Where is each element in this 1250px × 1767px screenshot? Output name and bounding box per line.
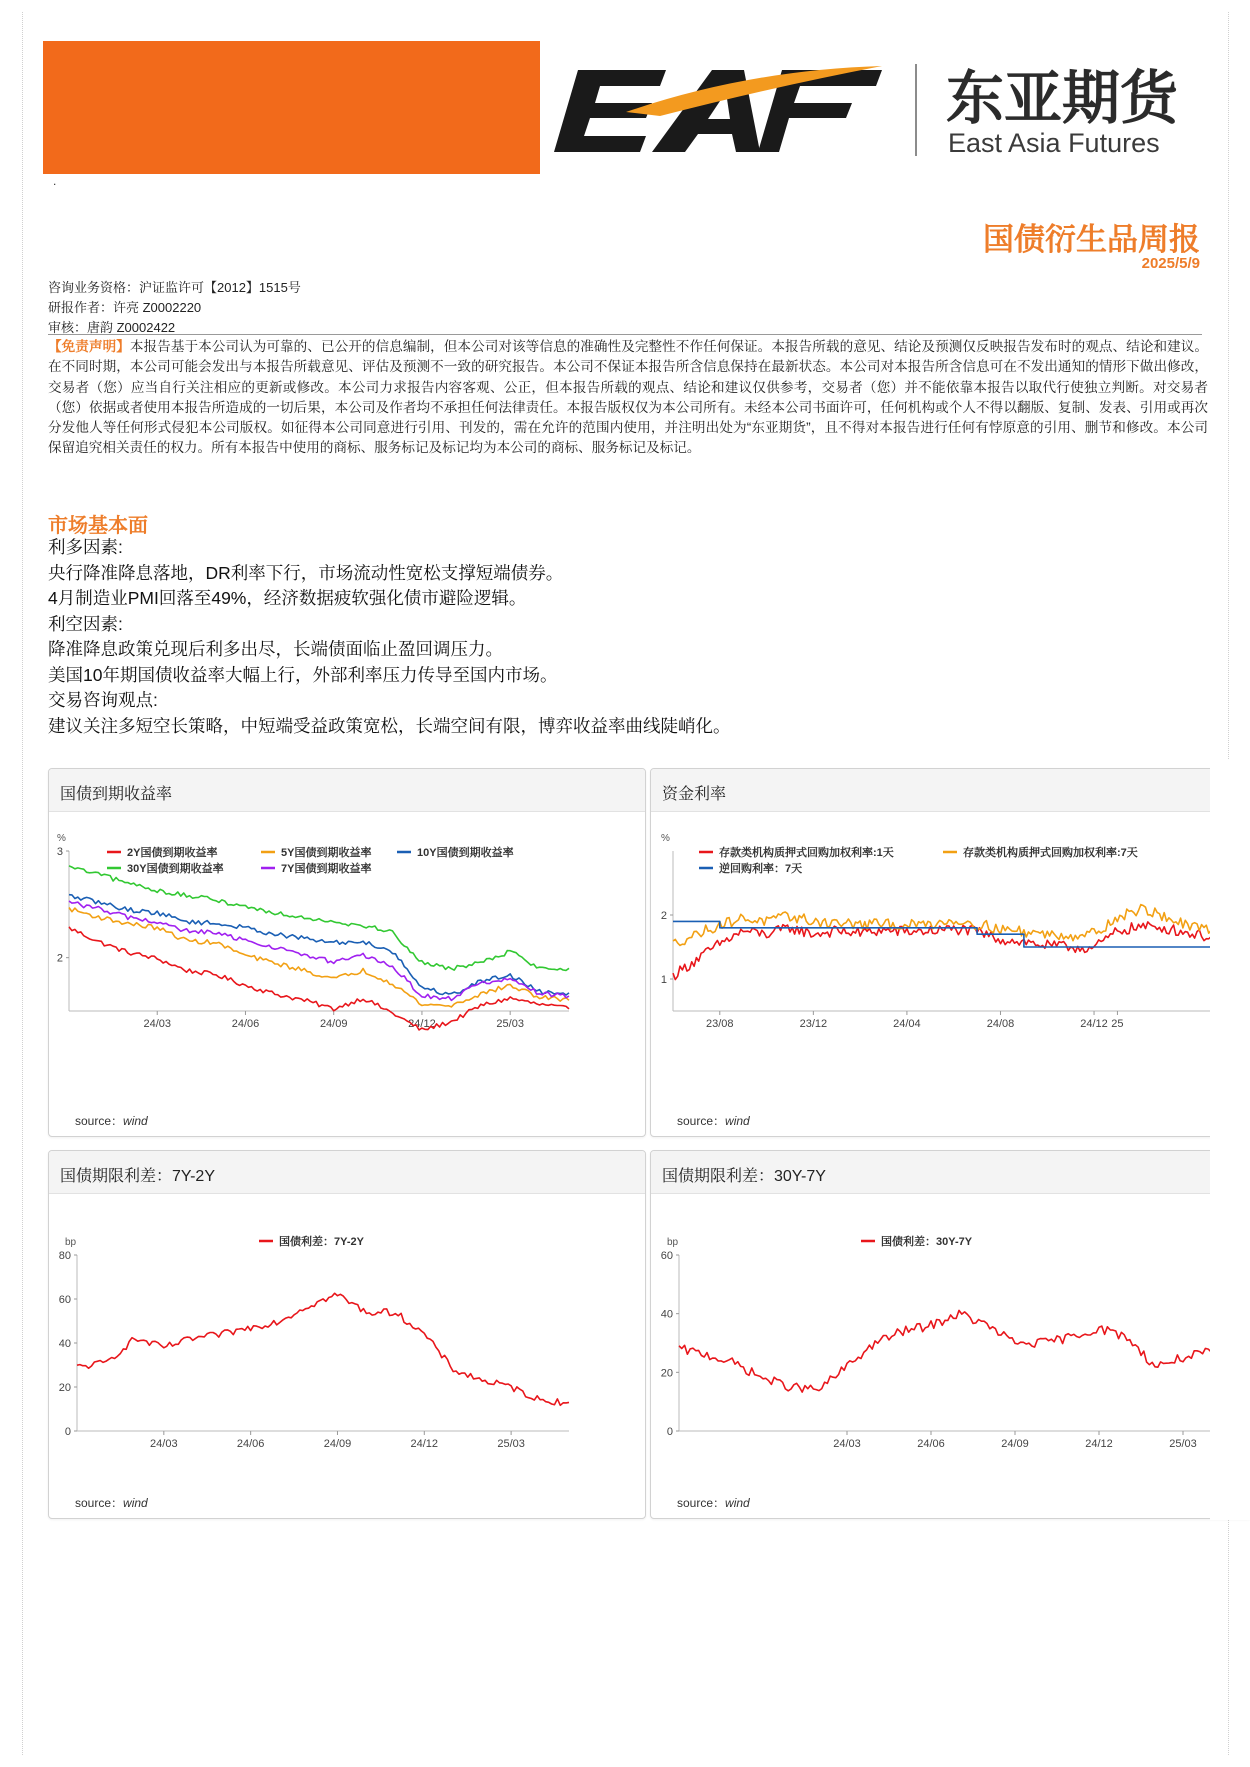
y-tick-label: 60 bbox=[660, 1250, 673, 1262]
y-tick-label: 20 bbox=[58, 1382, 71, 1394]
chart-source bbox=[75, 1494, 148, 1511]
y-tick-label: 80 bbox=[58, 1250, 71, 1262]
chart-title: 国债到期收益率 bbox=[60, 786, 173, 803]
chart-header bbox=[49, 769, 645, 812]
legend-label: 国债利差：30Y-7Y bbox=[881, 1236, 973, 1248]
legend-label: 5Y国债到期收益率 bbox=[281, 847, 372, 859]
report-date: 2025/5/9 bbox=[1141, 255, 1200, 272]
chart-source bbox=[677, 1494, 750, 1511]
fundamental-line: 降准降息政策兑现后利多出尽，长端债面临止盈回调压力。 bbox=[48, 639, 503, 659]
chart-spread-7y-2y bbox=[49, 1193, 645, 1483]
stray-dot: . bbox=[53, 174, 57, 188]
x-tick-label: 24/06 bbox=[231, 1018, 260, 1030]
chart-header bbox=[49, 1151, 645, 1194]
source-name: wind bbox=[123, 1496, 148, 1510]
y-tick-label: 40 bbox=[58, 1338, 71, 1350]
chart-spread-30y-7y bbox=[651, 1193, 1250, 1483]
section-title-market: 市场基本面 bbox=[48, 515, 148, 537]
fundamental-line: 利空因素: bbox=[48, 613, 123, 634]
series-line bbox=[77, 1293, 569, 1405]
y-tick-label: 0 bbox=[666, 1426, 673, 1438]
logo-cn-name: 东亚期货 bbox=[946, 66, 1179, 131]
source-label: source： bbox=[677, 1496, 726, 1510]
y-unit-label: bp bbox=[667, 1237, 679, 1248]
legend-label: 30Y国债到期收益率 bbox=[127, 863, 224, 875]
x-tick-label: 24/09 bbox=[323, 1438, 352, 1450]
x-tick-label: 24/12 bbox=[410, 1438, 439, 1450]
logo-en-name: East Asia Futures bbox=[948, 128, 1160, 158]
chart-panel-funding bbox=[650, 768, 1250, 1137]
x-tick-label: 25/03 bbox=[496, 1018, 524, 1030]
x-tick-label: 25 bbox=[1111, 1018, 1124, 1030]
chart-source bbox=[677, 1112, 750, 1129]
header-orange-banner bbox=[43, 41, 540, 174]
chart-panel-spread-30y7y bbox=[650, 1150, 1250, 1519]
legend-label: 7Y国债到期收益率 bbox=[281, 863, 372, 875]
x-tick-label: 24/03 bbox=[143, 1018, 172, 1030]
chart-panel-yields bbox=[48, 768, 646, 1137]
legend-label: 存款类机构质押式回购加权利率:1天 bbox=[719, 847, 894, 859]
eaf-logo-mark bbox=[554, 66, 882, 152]
fundamental-line: 美国10年期国债收益率大幅上行，外部利率压力传导至国内市场。 bbox=[48, 664, 558, 685]
legend-label: 逆回购利率：7天 bbox=[719, 863, 803, 875]
reviewer-line: 审核：唐韵 Z0002422 bbox=[48, 320, 176, 335]
y-tick-label: 2 bbox=[660, 910, 667, 922]
x-tick-label: 24/06 bbox=[236, 1438, 265, 1450]
chart-title: 资金利率 bbox=[662, 786, 727, 803]
disclaimer-tag: 【免责声明】 bbox=[48, 339, 130, 354]
y-unit-label: bp bbox=[65, 1237, 77, 1248]
x-tick-label: 23/12 bbox=[799, 1018, 828, 1030]
source-name: wind bbox=[725, 1496, 750, 1510]
chart-panel-spread-7y2y bbox=[48, 1150, 646, 1519]
chart-funding-rates bbox=[651, 811, 1250, 1101]
x-tick-label: 25/03 bbox=[497, 1438, 525, 1450]
fundamental-line: 4月制造业PMI回落至49%，经济数据疲软强化债市避险逻辑。 bbox=[48, 588, 527, 608]
page-right-margin bbox=[1210, 760, 1250, 1520]
chart-source bbox=[75, 1112, 148, 1129]
disclaimer bbox=[48, 337, 1208, 459]
x-tick-label: 24/12 bbox=[1080, 1018, 1108, 1030]
series-line bbox=[679, 1310, 1211, 1392]
source-label: source： bbox=[75, 1496, 124, 1510]
report-title: 国债衍生品周报 bbox=[983, 222, 1200, 257]
chart-title: 国债期限利差：30Y-7Y bbox=[662, 1168, 826, 1185]
x-tick-label: 24/06 bbox=[917, 1438, 945, 1450]
fundamental-line: 利多因素: bbox=[48, 537, 123, 557]
y-unit-label: % bbox=[661, 833, 670, 844]
x-tick-label: 24/09 bbox=[319, 1018, 348, 1030]
author-line: 研报作者：许亮 Z0002220 bbox=[48, 300, 202, 315]
x-tick-label: 25/03 bbox=[1169, 1438, 1197, 1450]
series-line bbox=[69, 866, 569, 971]
legend-label: 2Y国债到期收益率 bbox=[127, 847, 218, 859]
x-tick-label: 24/09 bbox=[1001, 1438, 1029, 1450]
series-line bbox=[69, 927, 569, 1030]
x-tick-label: 24/12 bbox=[1085, 1438, 1113, 1450]
y-tick-label: 2 bbox=[56, 952, 63, 965]
x-tick-label: 24/03 bbox=[150, 1438, 178, 1450]
legend-label: 存款类机构质押式回购加权利率:7天 bbox=[963, 847, 1138, 859]
source-name: wind bbox=[123, 1114, 148, 1128]
source-name: wind bbox=[725, 1114, 750, 1128]
series-line bbox=[69, 895, 569, 995]
chart-header bbox=[651, 769, 1250, 812]
fundamental-line: 建议关注多短空长策略，中短端受益政策宽松，长端空间有限，博弈收益率曲线陡峭化。 bbox=[48, 715, 731, 736]
y-tick-label: 40 bbox=[660, 1308, 673, 1321]
series-line bbox=[673, 922, 1211, 980]
legend-label: 10Y国债到期收益率 bbox=[417, 847, 514, 859]
disclaimer-text: 本报告基于本公司认为可靠的、已公开的信息编制，但本公司对该等信息的准确性及完整性不作任何保证。本报告所载的意见、结论及预测仅反映报告发布时的观点、结论和建议。在不同时期，本公司可能会发出与本报告所载意见、评估及预测不一致的研究报告。本公司不保证本报告所含信息保持在最新状态。本公司对本报告所含信息可在不发出通知的情形下做出修改， 交易者（您）应当自行关注相应的更新或修改。本公司力求报告内容客观、公正，但本报告所载的观点、结论和建议仅供参考，交易者（您）并不能依靠本报告以取代行使独立判断。对交易者（您）依据或者使用本报告所造成的一切后果，本公司及作者均不承担任何法律责任。本报告版权仅为本公司所有。未经本公司书面许可，任何机构或个人不得以翻版、复制、发表、引用或再次分发他人等任何形式侵犯本公司版权。如征得本公司同意进行引用、刊发的，需在允许的范围内使用，并注明出处为“东亚期货”，且不得对本报告进行任何有悖原意的引用、删节和修改。本公司保留追究相关责任的权力。所有本报告中使用的商标、服务标记及标记均为本公司的商标、服务标记及标记。 bbox=[48, 339, 1208, 456]
x-tick-label: 23/08 bbox=[706, 1018, 734, 1030]
divider-rule bbox=[48, 334, 1202, 335]
company-logo bbox=[548, 56, 1208, 166]
y-tick-label: 60 bbox=[58, 1294, 71, 1306]
chart-yields bbox=[49, 811, 645, 1101]
chart-title: 国债期限利差：7Y-2Y bbox=[60, 1168, 216, 1185]
series-line bbox=[69, 901, 569, 1000]
left-dotted-guide bbox=[22, 12, 23, 1755]
license-line: 咨询业务资格：沪证监许可【2012】1515号 bbox=[48, 280, 301, 295]
x-tick-label: 24/12 bbox=[408, 1018, 436, 1030]
x-tick-label: 24/04 bbox=[893, 1018, 921, 1030]
y-tick-label: 0 bbox=[64, 1426, 71, 1438]
chart-header bbox=[651, 1151, 1250, 1194]
fundamental-line: 央行降准降息落地，DR利率下行，市场流动性宽松支撑短端债券。 bbox=[48, 562, 564, 583]
source-label: source： bbox=[75, 1114, 124, 1128]
y-tick-label: 3 bbox=[56, 846, 63, 858]
legend-label: 国债利差：7Y-2Y bbox=[279, 1236, 364, 1248]
source-label: source： bbox=[677, 1114, 726, 1128]
y-unit-label: % bbox=[57, 833, 66, 844]
x-tick-label: 24/08 bbox=[986, 1018, 1015, 1030]
fundamental-line: 交易咨询观点: bbox=[48, 690, 158, 710]
market-fundamentals bbox=[48, 535, 731, 739]
x-tick-label: 24/03 bbox=[833, 1438, 861, 1450]
y-tick-label: 20 bbox=[660, 1367, 673, 1380]
y-tick-label: 1 bbox=[660, 974, 667, 986]
